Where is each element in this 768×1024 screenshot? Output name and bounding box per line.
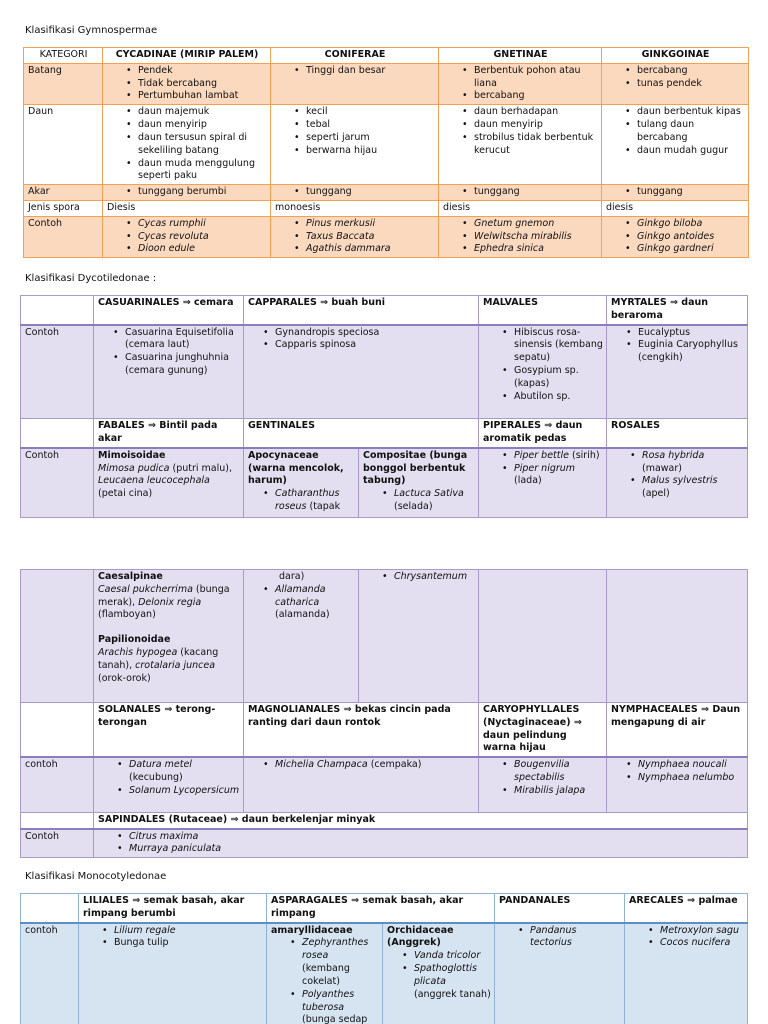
- bullet-list: [275, 65, 435, 78]
- list-item: • bercabang: [443, 90, 598, 103]
- list-item: [387, 963, 491, 1001]
- species-common: (bunga sedap: [302, 1014, 368, 1024]
- bullet-list: [98, 327, 240, 378]
- row-label: Contoh: [21, 448, 94, 518]
- species-name: Datura metel: [129, 759, 192, 771]
- species-name: Arachis hypogea: [98, 647, 178, 659]
- list-item: • Tinggi dan besar: [275, 65, 435, 78]
- row-label: Contoh: [24, 216, 103, 257]
- cell: [602, 185, 749, 201]
- order-fabales: FABALES ⇒ Bintil pada akar: [94, 419, 244, 448]
- bullet-list: [275, 186, 435, 199]
- list-item: [483, 759, 603, 785]
- dy-contoh-row-2-continued: [21, 570, 748, 703]
- list-item: [611, 772, 744, 785]
- species-name: Lilium regale: [114, 924, 176, 936]
- dy-contoh-row-3: [21, 757, 748, 812]
- bullet-list: [443, 106, 598, 157]
- gym-row-jenis-spora: [24, 200, 749, 216]
- species-common: (lada): [514, 475, 542, 487]
- cell-text: monoesis: [271, 200, 439, 216]
- cell: [271, 185, 439, 201]
- species-common: (selada): [394, 501, 433, 512]
- list-item: [98, 759, 240, 785]
- species-common: (petai cina): [98, 488, 153, 500]
- list-item: • daun menyirip: [107, 119, 267, 132]
- cell-apocynaceae-cont: [244, 570, 359, 703]
- cell-compositae: [359, 448, 479, 518]
- list-item: • tunas pendek: [606, 78, 745, 91]
- species-name: Catharanthus roseus: [275, 488, 340, 512]
- list-item: • daun muda menggulung seperti paku: [107, 158, 267, 184]
- list-item: • Gnetum gnemon: [443, 218, 598, 231]
- cell: [602, 216, 749, 257]
- cell: [439, 63, 602, 104]
- order-myrtales: MYRTALES ⇒ daun beraroma: [607, 296, 748, 325]
- bullet-list: [499, 925, 621, 951]
- bullet-list: [107, 218, 267, 256]
- cell: [271, 105, 439, 185]
- list-item: • Ginkgo gardneri: [606, 243, 745, 256]
- list-item: • daun menyirip: [443, 119, 598, 132]
- order-rosales: ROSALES: [607, 419, 748, 448]
- species-name: Leucaena leucocephala: [98, 475, 210, 487]
- gym-header-cycadinae: CYCADINAE (MIRIP PALEM): [103, 48, 271, 64]
- list-item: • Euginia Caryophyllus (cengkih): [611, 339, 744, 365]
- cell: [607, 325, 748, 419]
- bullet-list: [248, 488, 355, 514]
- species-name: Solanum Lycopersicum: [129, 784, 240, 796]
- list-item: • daun berbentuk kipas: [606, 106, 745, 119]
- order-caryophyllales: CARYOPHYLLALES (Nyctaginaceae) ⇒ daun pelindung warna hijau: [479, 703, 607, 758]
- list-item: [271, 989, 379, 1024]
- species-name: Zephyranthes rosea: [302, 937, 369, 962]
- list-item: [483, 450, 603, 463]
- dycotiledonae-heading: Klasifikasi Dycotiledonae :: [25, 273, 157, 284]
- cell: [94, 829, 748, 858]
- bullet-list: [98, 831, 744, 857]
- list-item: • kecil: [275, 106, 435, 119]
- list-item: • daun tersusun spiral di sekeliling batang: [107, 132, 267, 158]
- row-label: Batang: [24, 63, 103, 104]
- species-name: crotalaria juncea: [135, 659, 216, 671]
- list-item: • Murraya paniculata: [98, 843, 744, 856]
- dy-contoh-row-4: [21, 829, 748, 858]
- cell-mimoisoidae: [94, 448, 244, 518]
- list-item: • tunggang: [275, 186, 435, 199]
- species-common: (orok-orok): [98, 672, 151, 684]
- bullet-list: [107, 186, 267, 199]
- cell: [479, 448, 607, 518]
- blank-cell: [21, 419, 94, 448]
- list-item: • Agathis dammara: [275, 243, 435, 256]
- family-text: [98, 463, 240, 501]
- blank-cell: [21, 894, 79, 923]
- list-item: [271, 937, 379, 988]
- species-name: Piper bettle: [514, 449, 569, 461]
- list-item: • Eucalyptus: [611, 327, 744, 340]
- spacer: [98, 622, 240, 634]
- gym-header-coniferae: CONIFERAE: [271, 48, 439, 64]
- list-item: [629, 925, 744, 938]
- list-item: [248, 488, 355, 514]
- list-item: [83, 925, 263, 938]
- cell: [244, 757, 479, 812]
- monocotyledonae-heading: Klasifikasi Monocotyledonae: [25, 871, 167, 882]
- species-name: Malus sylvestris: [642, 475, 718, 487]
- list-item: [248, 584, 355, 622]
- cell: [625, 923, 748, 1024]
- bullet-list: [107, 106, 267, 183]
- list-item: • Welwitscha mirabilis: [443, 231, 598, 244]
- cell: [439, 216, 602, 257]
- species-name: Bunga tulip: [114, 937, 169, 949]
- row-label: Daun: [24, 105, 103, 185]
- dy-contoh-row-1: [21, 325, 748, 419]
- order-liliales: LILIALES ⇒ semak basah, akar rimpang berumbi: [79, 894, 267, 923]
- cell: [439, 105, 602, 185]
- species-common: (bunga merak),: [98, 583, 230, 608]
- species-name: Metroxylon sagu: [660, 924, 740, 936]
- species-name: Delonix regia: [138, 596, 202, 608]
- species-name: Nymphaea nelumbo: [638, 772, 735, 784]
- species-common: (mawar): [642, 462, 682, 474]
- blank-cell: [21, 812, 94, 828]
- dy-header-row-4: [21, 812, 748, 828]
- cell-caesalpinae: [94, 570, 244, 703]
- dycotiledonae-table-1: [20, 295, 748, 518]
- bullet-list: [443, 65, 598, 103]
- species-name: Piper nigrum: [514, 462, 576, 474]
- bullet-list: [248, 759, 475, 772]
- list-item: • daun berhadapan: [443, 106, 598, 119]
- list-item: • Casuarina Equisetifolia (cemara laut): [98, 327, 240, 353]
- list-item: • tunggang: [606, 186, 745, 199]
- cell: [103, 105, 271, 185]
- species-name: Pandanus tectorius: [530, 924, 577, 949]
- list-item: • Cycas revoluta: [107, 231, 267, 244]
- gymnospermae-table: [23, 47, 749, 258]
- list-item: • bercabang: [606, 65, 745, 78]
- cell: [607, 757, 748, 812]
- cell-text: diesis: [439, 200, 602, 216]
- cell: [94, 757, 244, 812]
- family-title: Apocynaceae (warna mencolok, harum): [248, 449, 344, 487]
- list-item: • Berbentuk pohon atau liana: [443, 65, 598, 91]
- cell-amaryllidaceae: [267, 923, 383, 1024]
- species-name: Allamanda catharica: [275, 583, 326, 608]
- gym-header-row: [24, 48, 749, 64]
- bullet-list: [275, 218, 435, 256]
- row-label: Akar: [24, 185, 103, 201]
- bullet-list: [483, 450, 603, 488]
- bullet-list: [483, 759, 603, 797]
- family-title: Caesalpinae: [98, 571, 163, 582]
- species-name: Michelia Champaca: [275, 759, 368, 771]
- list-item: • berwarna hijau: [275, 145, 435, 158]
- bullet-list: [98, 759, 240, 797]
- cell: [602, 63, 749, 104]
- dy-header-row-2: [21, 419, 748, 448]
- list-item: [629, 937, 744, 950]
- list-item: • daun majemuk: [107, 106, 267, 119]
- list-item: • Hibiscus rosa-sinensis (kembang sepatu): [483, 327, 603, 365]
- continued-text: dara): [279, 571, 305, 582]
- cell: [271, 216, 439, 257]
- order-asparagales: ASPARAGALES ⇒ semak basah, akar rimpang: [267, 894, 495, 923]
- row-label: Contoh: [21, 829, 94, 858]
- bullet-list: [483, 327, 603, 404]
- bullet-list: [248, 327, 475, 353]
- gym-row-batang: [24, 63, 749, 104]
- order-nymphaceales: NYMPHACEALES ⇒ Daun mengapung di air: [607, 703, 748, 758]
- species-common: (flamboyan): [98, 609, 156, 621]
- list-item: • Ginkgo antoides: [606, 231, 745, 244]
- bullet-list: [611, 759, 744, 785]
- bullet-list: [275, 106, 435, 157]
- order-solanales: SOLANALES ⇒ terong-terongan: [94, 703, 244, 758]
- blank-cell: [21, 296, 94, 325]
- cell: [495, 923, 625, 1024]
- order-malvales: MALVALES: [479, 296, 607, 325]
- bullet-list: [611, 450, 744, 501]
- list-item: • tunggang: [443, 186, 598, 199]
- bullet-list: [83, 925, 263, 951]
- family-title: Orchidaceae (Anggrek): [387, 924, 454, 949]
- bullet-list: [248, 584, 355, 622]
- bullet-list: [363, 571, 468, 584]
- list-item: [483, 463, 603, 489]
- species-common: (alamanda): [275, 609, 330, 621]
- order-magnolianales: MAGNOLIANALES ⇒ bekas cincin pada ranting dari daun rontok: [244, 703, 479, 758]
- species-common: (kacang tanah),: [98, 647, 219, 671]
- mono-contoh-row: [21, 923, 748, 1024]
- list-item: [499, 925, 621, 951]
- dy-contoh-row-2: [21, 448, 748, 518]
- list-item: • Dioon edule: [107, 243, 267, 256]
- species-common: (anggrek tanah): [414, 988, 491, 1000]
- cell: [103, 185, 271, 201]
- mono-header-row: [21, 894, 748, 923]
- family-text: [98, 584, 240, 622]
- list-item: • tunggang berumbi: [107, 186, 267, 199]
- species-name: Cocos nucifera: [660, 937, 731, 949]
- cell: [94, 325, 244, 419]
- list-item: • Pendek: [107, 65, 267, 78]
- order-sapindales: SAPINDALES (Rutaceae) ⇒ daun berkelenjar minyak: [94, 812, 748, 828]
- order-arecales: ARECALES ⇒ palmae: [625, 894, 748, 923]
- gym-row-contoh: [24, 216, 749, 257]
- list-item: • daun mudah gugur: [606, 145, 745, 158]
- family-title: amaryllidaceae: [271, 924, 353, 936]
- list-item: • seperti jarum: [275, 132, 435, 145]
- list-item: [83, 937, 263, 950]
- cell: [607, 448, 748, 518]
- list-item: • Gynandropis speciosa: [248, 327, 475, 340]
- list-item: [248, 759, 475, 772]
- cell: [479, 325, 607, 419]
- list-item: • Cycas rumphii: [107, 218, 267, 231]
- dycotiledonae-table-2: [20, 569, 748, 858]
- row-label: contoh: [21, 757, 94, 812]
- list-item: • Taxus Baccata: [275, 231, 435, 244]
- blank-cell: [607, 570, 748, 703]
- species-common: (putri malu),: [169, 462, 232, 474]
- family-text: [98, 647, 240, 685]
- cell-apocynaceae: [244, 448, 359, 518]
- bullet-list: [107, 65, 267, 103]
- bullet-list: [606, 218, 745, 256]
- list-item: • Ephedra sinica: [443, 243, 598, 256]
- species-common: (cempaka): [367, 759, 422, 771]
- list-item: [363, 488, 475, 514]
- bullet-list: [271, 937, 379, 1024]
- bullet-list: [443, 218, 598, 256]
- species-common: (apel): [642, 488, 670, 500]
- species-name: Spathoglottis plicata: [414, 963, 477, 987]
- bullet-list: [387, 950, 491, 1001]
- dy-header-row-1: [21, 296, 748, 325]
- bullet-list: [443, 186, 598, 199]
- species-common: (kecubung): [129, 772, 183, 784]
- order-capparales: CAPPARALES ⇒ buah buni: [244, 296, 479, 325]
- cell-compositae-cont: [359, 570, 479, 703]
- cell-orchidaceae: [383, 923, 495, 1024]
- list-item: • Abutilon sp.: [483, 391, 603, 404]
- gym-header-kategori: KATEGORI: [24, 48, 103, 64]
- species-name: Caesal pukcherrima: [98, 583, 193, 595]
- species-name: Vanda tricolor: [414, 950, 481, 962]
- family-title: Compositae (bunga bonggol berbentuk tabung): [363, 449, 468, 487]
- list-item: [611, 759, 744, 772]
- list-item: [483, 785, 603, 798]
- cell: [79, 923, 267, 1024]
- list-item: • Chrysantemum: [363, 571, 459, 584]
- species-name: Bougenvilia spectabilis: [514, 759, 570, 784]
- species-common: (sirih): [568, 449, 600, 461]
- gymnospermae-heading: Klasifikasi Gymnospermae: [25, 25, 158, 36]
- blank-cell: [21, 703, 94, 758]
- list-item: • Capparis spinosa: [248, 339, 475, 352]
- gym-header-ginkgoinae: GINKGOINAE: [602, 48, 749, 64]
- list-item: • Gosypium sp. (kapas): [483, 365, 603, 391]
- family-title: Papilionoidae: [98, 634, 171, 646]
- bullet-list: [629, 925, 744, 951]
- row-label: Jenis spora: [24, 200, 103, 216]
- species-name: Mirabilis jalapa: [514, 784, 586, 796]
- species-name: Rosa hybrida: [642, 449, 705, 461]
- list-item: • strobilus tidak berbentuk kerucut: [443, 132, 598, 158]
- list-item: • Casuarina junghuhnia (cemara gunung): [98, 352, 240, 378]
- list-item: [611, 475, 744, 501]
- cell: [103, 216, 271, 257]
- species-name: Lactuca Sativa: [394, 488, 464, 500]
- list-item: • Ginkgo biloba: [606, 218, 745, 231]
- species-name: Mimosa pudica: [98, 462, 170, 474]
- cell-text: diesis: [602, 200, 749, 216]
- row-label: Contoh: [21, 325, 94, 419]
- bullet-list: [606, 106, 745, 157]
- bullet-list: [611, 327, 744, 365]
- order-piperales: PIPERALES ⇒ daun aromatik pedas: [479, 419, 607, 448]
- species-common: (tapak: [306, 501, 341, 512]
- list-item: • Pertumbuhan lambat: [107, 90, 267, 103]
- list-item: • Citrus maxima: [98, 831, 744, 844]
- cell: [479, 757, 607, 812]
- species-name: Polyanthes tuberosa: [302, 988, 355, 1013]
- species-common: (kembang cokelat): [302, 963, 350, 987]
- cell: [244, 325, 479, 419]
- order-casuarinales: CASUARINALES ⇒ cemara: [94, 296, 244, 325]
- gym-row-akar: [24, 185, 749, 201]
- cell: [602, 105, 749, 185]
- gym-row-daun: [24, 105, 749, 185]
- bullet-list: [606, 186, 745, 199]
- cell: [271, 63, 439, 104]
- cell-text: Diesis: [103, 200, 271, 216]
- list-item: • tulang daun bercabang: [606, 119, 745, 145]
- order-gentinales: GENTINALES: [244, 419, 479, 448]
- cell: [439, 185, 602, 201]
- order-pandanales: PANDANALES: [495, 894, 625, 923]
- list-item: • tebal: [275, 119, 435, 132]
- bullet-list: [363, 488, 475, 514]
- species-name: Nymphaea noucali: [638, 759, 727, 771]
- cell: [103, 63, 271, 104]
- gym-header-gnetinae: GNETINAE: [439, 48, 602, 64]
- bullet-list: [606, 65, 745, 91]
- list-item: • Tidak bercabang: [107, 78, 267, 91]
- monocotyledonae-table: [20, 893, 748, 1024]
- dy-header-row-3: [21, 703, 748, 758]
- list-item: • Pinus merkusii: [275, 218, 435, 231]
- blank-cell: [479, 570, 607, 703]
- list-item: [98, 785, 240, 798]
- family-title: Mimoisoidae: [98, 449, 166, 461]
- blank-cell: [21, 570, 94, 703]
- row-label: contoh: [21, 923, 79, 1024]
- list-item: [387, 950, 491, 963]
- list-item: [611, 450, 744, 476]
